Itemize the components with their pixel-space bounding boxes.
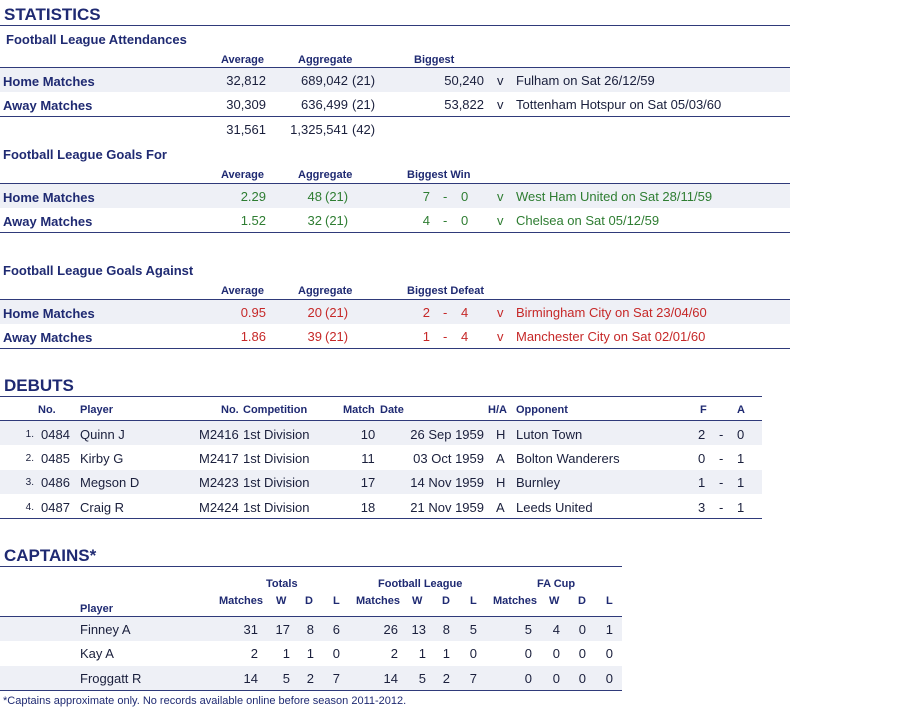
- match-number: M2424: [199, 500, 239, 515]
- games-count: (21): [352, 97, 376, 112]
- col-l: L: [333, 595, 340, 607]
- row-label: Home Matches: [3, 306, 95, 321]
- col-d: D: [305, 595, 313, 607]
- cup-l: 1: [605, 622, 613, 637]
- col-biggest: Biggest: [414, 54, 455, 66]
- opponent: West Ham United on Sat 28/11/59: [516, 189, 713, 204]
- score-for: 1: [698, 475, 706, 490]
- col-l: L: [470, 595, 477, 607]
- league-d: 2: [442, 671, 450, 686]
- aggregate-value: 689,042: [301, 73, 348, 88]
- cup-matches: 0: [524, 671, 532, 686]
- score-dash: -: [719, 475, 724, 490]
- games-total: (42): [352, 122, 376, 137]
- row-label: Away Matches: [3, 330, 93, 345]
- average-value: 0.95: [240, 305, 266, 320]
- cup-matches: 5: [524, 622, 532, 637]
- cup-d: 0: [578, 671, 586, 686]
- attendances-title: Football League Attendances: [6, 32, 187, 47]
- competition: 1st Division: [243, 475, 310, 490]
- score-for: 3: [698, 500, 706, 515]
- player-number: 0487: [41, 500, 70, 515]
- match: 11: [361, 451, 375, 466]
- captain-name: Finney A: [80, 622, 131, 637]
- goals-against-title: Football League Goals Against: [3, 263, 194, 278]
- competition: 1st Division: [243, 451, 310, 466]
- aggregate-value: 39: [307, 329, 322, 344]
- league-w: 5: [418, 671, 426, 686]
- aggregate-value: 636,499: [301, 97, 348, 112]
- average-value: 30,309: [226, 97, 266, 112]
- col-matches: Matches: [356, 595, 401, 607]
- opponent: Fulham on Sat 26/12/59: [516, 73, 655, 88]
- cup-w: 0: [552, 646, 560, 661]
- score-for: 2: [698, 427, 706, 442]
- league-matches: 2: [390, 646, 398, 661]
- home-away: A: [496, 500, 505, 515]
- average-value: 1.52: [240, 213, 266, 228]
- row-index: 1.: [25, 429, 34, 440]
- col-matches: Matches: [219, 595, 264, 607]
- totals-matches: 31: [243, 622, 258, 637]
- aggregate-value: 32: [307, 213, 322, 228]
- captain-name: Froggatt R: [80, 671, 142, 686]
- col-match: Match: [343, 404, 375, 416]
- row-label: Home Matches: [3, 190, 95, 205]
- player-name: Megson D: [80, 475, 140, 490]
- totals-w: 17: [275, 622, 290, 637]
- col-match-no: No.: [221, 404, 239, 416]
- score-against: 1: [737, 475, 745, 490]
- player-name: Quinn J: [80, 427, 125, 442]
- player-number: 0485: [41, 451, 70, 466]
- match-number: M2416: [199, 427, 239, 442]
- biggest-value: 50,240: [444, 73, 484, 88]
- league-matches: 14: [383, 671, 398, 686]
- competition: 1st Division: [243, 500, 310, 515]
- divider: [0, 232, 790, 233]
- average-total: 31,561: [226, 122, 266, 137]
- score-for: 7: [422, 189, 430, 204]
- col-f: F: [700, 404, 707, 416]
- versus: v: [497, 97, 504, 112]
- opponent: Leeds United: [516, 500, 593, 515]
- league-w: 13: [411, 622, 426, 637]
- cup-d: 0: [578, 646, 586, 661]
- opponent: Tottenham Hotspur on Sat 05/03/60: [516, 97, 722, 112]
- captain-name: Kay A: [80, 646, 114, 661]
- match-number: M2423: [199, 475, 239, 490]
- league-w: 1: [418, 646, 426, 661]
- col-w: W: [276, 595, 287, 607]
- score-against: 1: [737, 451, 745, 466]
- opponent: Birmingham City on Sat 23/04/60: [516, 305, 707, 320]
- score-dash: -: [443, 329, 448, 344]
- games-count: (21): [325, 189, 349, 204]
- col-a: A: [737, 404, 745, 416]
- home-away: H: [496, 475, 506, 490]
- totals-d: 2: [306, 671, 314, 686]
- col-biggest-defeat: Biggest Defeat: [407, 285, 485, 297]
- score-dash: -: [443, 189, 448, 204]
- score-dash: -: [719, 500, 724, 515]
- col-average: Average: [221, 54, 265, 66]
- versus: v: [497, 73, 504, 88]
- totals-matches: 14: [243, 671, 258, 686]
- group-totals: Totals: [266, 578, 298, 590]
- score-for: 4: [422, 213, 430, 228]
- cup-w: 4: [552, 622, 560, 637]
- row-index: 4.: [25, 502, 34, 513]
- totals-d: 1: [306, 646, 314, 661]
- row-index: 3.: [25, 477, 34, 488]
- match: 10: [360, 427, 376, 442]
- row-index: 2.: [25, 453, 34, 464]
- score-dash: -: [443, 305, 448, 320]
- opponent: Bolton Wanderers: [516, 451, 620, 466]
- opponent: Burnley: [516, 475, 561, 490]
- divider: [0, 116, 790, 117]
- opponent: Manchester City on Sat 02/01/60: [516, 329, 706, 344]
- home-away: H: [496, 427, 506, 442]
- opponent: Chelsea on Sat 05/12/59: [516, 213, 660, 228]
- match: 17: [360, 475, 376, 490]
- score-against: 4: [461, 329, 469, 344]
- col-w: W: [412, 595, 423, 607]
- games-count: (21): [352, 73, 376, 88]
- col-date: Date: [380, 404, 404, 416]
- col-biggest-win: Biggest Win: [407, 169, 471, 181]
- col-matches: Matches: [493, 595, 538, 607]
- score-against: 0: [461, 189, 469, 204]
- score-against: 0: [461, 213, 469, 228]
- row-label: Away Matches: [3, 98, 93, 113]
- col-player: Player: [80, 603, 114, 615]
- score-dash: -: [719, 451, 724, 466]
- score-for: 2: [422, 305, 430, 320]
- statistics-title: STATISTICS: [4, 5, 101, 24]
- score-for: 0: [698, 451, 706, 466]
- debuts-title: DEBUTS: [4, 376, 74, 395]
- col-w: W: [549, 595, 560, 607]
- aggregate-total: 1,325,541: [290, 122, 348, 137]
- col-ha: H/A: [488, 404, 507, 416]
- col-d: D: [442, 595, 450, 607]
- player-name: Craig R: [80, 500, 125, 515]
- totals-l: 6: [332, 622, 340, 637]
- totals-w: 1: [282, 646, 290, 661]
- col-average: Average: [221, 285, 265, 297]
- cup-w: 0: [552, 671, 560, 686]
- date: 03 Oct 1959: [413, 451, 484, 466]
- average-value: 32,812: [226, 73, 266, 88]
- totals-matches: 2: [250, 646, 258, 661]
- biggest-value: 53,822: [444, 97, 484, 112]
- cup-d: 0: [578, 622, 586, 637]
- col-l: L: [606, 595, 613, 607]
- date: 21 Nov 1959: [410, 500, 484, 515]
- opponent: Luton Town: [516, 427, 583, 442]
- versus: v: [497, 189, 504, 204]
- average-value: 2.29: [240, 189, 266, 204]
- divider: [0, 396, 762, 397]
- cup-l: 0: [605, 671, 613, 686]
- totals-d: 8: [306, 622, 314, 637]
- league-d: 1: [442, 646, 450, 661]
- score-for: 1: [422, 329, 430, 344]
- home-away: A: [496, 451, 505, 466]
- col-opponent: Opponent: [516, 404, 568, 416]
- col-competition: Competition: [243, 404, 308, 416]
- aggregate-value: 48: [307, 189, 322, 204]
- col-player: Player: [80, 404, 114, 416]
- captains-title: CAPTAINS*: [4, 546, 97, 565]
- col-aggregate: Aggregate: [298, 169, 353, 181]
- score-dash: -: [719, 427, 724, 442]
- row-label: Away Matches: [3, 214, 93, 229]
- col-aggregate: Aggregate: [298, 285, 353, 297]
- totals-w: 5: [282, 671, 290, 686]
- divider: [0, 566, 622, 567]
- games-count: (21): [325, 213, 349, 228]
- games-count: (21): [325, 305, 349, 320]
- league-d: 8: [442, 622, 450, 637]
- player-number: 0486: [41, 475, 70, 490]
- col-no: No.: [38, 404, 56, 416]
- league-l: 7: [469, 671, 477, 686]
- cup-l: 0: [605, 646, 613, 661]
- divider: [0, 518, 762, 519]
- cup-matches: 0: [524, 646, 532, 661]
- group-league: Football League: [378, 578, 463, 590]
- divider: [0, 25, 790, 26]
- date: 26 Sep 1959: [410, 427, 484, 442]
- versus: v: [497, 329, 504, 344]
- row-label: Home Matches: [3, 74, 95, 89]
- group-fa-cup: FA Cup: [537, 578, 576, 590]
- competition: 1st Division: [243, 427, 310, 442]
- divider: [0, 348, 790, 349]
- score-against: 1: [737, 500, 745, 515]
- totals-l: 7: [332, 671, 340, 686]
- aggregate-value: 20: [307, 305, 322, 320]
- games-count: (21): [325, 329, 349, 344]
- captains-footnote: *Captains approximate only. No records available online before season 2011-2012.: [3, 695, 407, 707]
- match-number: M2417: [199, 451, 239, 466]
- score-dash: -: [443, 213, 448, 228]
- match: 18: [360, 500, 376, 515]
- col-average: Average: [221, 169, 265, 181]
- average-value: 1.86: [240, 329, 266, 344]
- versus: v: [497, 213, 504, 228]
- league-l: 5: [469, 622, 477, 637]
- player-number: 0484: [41, 427, 70, 442]
- col-aggregate: Aggregate: [298, 54, 353, 66]
- player-name: Kirby G: [80, 451, 124, 466]
- score-against: 0: [737, 427, 745, 442]
- league-matches: 26: [383, 622, 398, 637]
- divider: [0, 690, 622, 691]
- goals-for-title: Football League Goals For: [3, 147, 167, 162]
- col-d: D: [578, 595, 586, 607]
- row-band: [0, 68, 790, 92]
- league-l: 0: [469, 646, 477, 661]
- date: 14 Nov 1959: [410, 475, 484, 490]
- totals-l: 0: [332, 646, 340, 661]
- score-against: 4: [461, 305, 469, 320]
- versus: v: [497, 305, 504, 320]
